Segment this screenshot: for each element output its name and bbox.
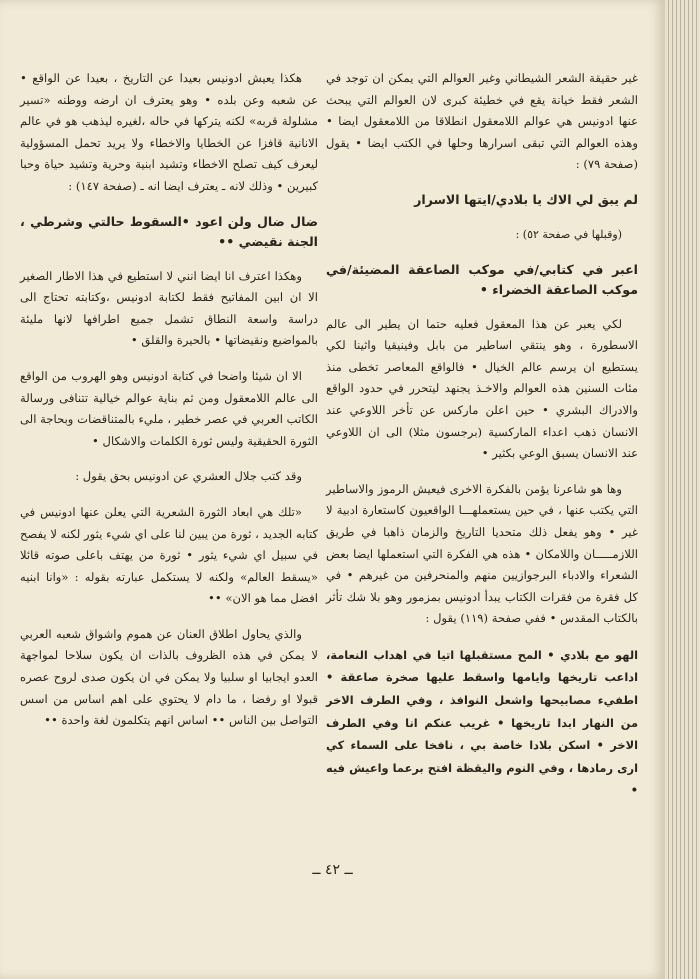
quote-paragraph: «تلك هي ابعاد الثورة الشعرية التي يعلن عنها ادونيس في كتابه الجديد ، ثورة من يبين لنا على اي شيء يثور لكنه لا يفصح في سبيل اي شيء يثور • ثورة من يهتف باعلى صوته قائلا «يسقط العالم» ولكنه لا يستكمل عبارته بقوله : «وانا ابنيه افضل مما هو الان» •• [20, 504, 318, 606]
paragraph: لكي يعبر عن هذا المعقول فعليه حتما ان يطير الى عالم الاسطورة ، وهو ينتقي اساطير من بابل وفينيقيا واثينا لكي يستطيع ان يرسم عالم الخيال • فالواقع المعاصر تخطى منذ مئات السنين هذه العوالم والاخـذ يجنهد ليتحرر في حدود الواقع والادراك البشري • حين اعلن ماركس عن تأخر اللاوعي عند الانسان ذهب اعداء الماركسية (برجسون مثلا) الى ان اللاوعي عند الانسان يسبق الوعي بكثير • [326, 316, 638, 461]
paragraph: وقد كتب جلال العشري عن ادونيس بحق يقول : [75, 469, 302, 484]
paragraph: غير حقيقة الشعر الشيطاني وغير العوالم التي يمكن ان توجد في الشعر فقط خيانة يقع في خطيئة كبرى لان العوالم التي يبحث عنها ادونيس هي عوالم اللامعقول انطلاقا من اللامعقول ايضا • وهذه العوالم التي تبقى اسرارها وحلها في الكتب ايضا • يقول (صفحة ٧٩) : [326, 71, 638, 172]
paragraph: وها هو شاعرنا يؤمن بالفكرة الاخرى فيعيش الرموز والاساطير التي يكتب عنها ، في حين يستعملهـــا الواقعيون كاستعارة ادبية لا غير • وهو يفعل ذلك متحديا التاريخ والزمان ذاهبا في طريق اللازمـــــان واللامكان • هذه هي الفكرة التي استعملها ايضا بعض الشعراء والادباء البرجوازيين منهم والمنحرفين من غيرهم • في كل فقرة من فقرات الكتاب يبدأ ادونيس بمزمور وهو بلا شك تأثر بالكتاب المقدس • ففي صفحة (١١٩) يقول : [326, 481, 638, 626]
poem-quote: الهو مع بلادي • المح مستقبلها اتيا في اهداب النعامة، اداعب تاريخها وايامها واسقط عليها صخرة صاعقة • اطفيء مصابيحها واشعل النوافذ ، وفي الطرف الاخر من النهار ابدا تاريخها • غريب عنكم انا وفي الطرف الاخر • اسكن بلادا خاصة بي ، نافخا على السماء كي ارى رمادها ، وفي النوم واليقظة افتح برعما واعيش فيه • [326, 647, 638, 798]
page-edge [665, 0, 700, 979]
quote-heading: لم يبق لي الاك يا بلادي/ايتها الاسرار [414, 191, 638, 207]
right-column [326, 68, 638, 816]
left-column [20, 68, 318, 746]
paragraph: والذي يحاول اطلاق العنان عن هموم واشواق شعبه العربي لا يمكن في هذه الظروف بالذات ان يكون سلاحا لمواجهة العدو ايجابيا او سلبيا ولا يمكن في ان يكون صدى لروح عصره قبولا او رفضا ، ما دام لا يحتوي على اهم اساس من اسس التواصل بين الناس •• اساس انهم يتكلمون لغة واحدة •• [20, 626, 318, 728]
quote-heading: اعبر في كتابي/في موكب الصاعقة المضيئة/في موكب الصاعقة الخضراء • [326, 261, 638, 297]
paragraph: الا ان شيئا واضحا في كتابة ادونيس وهو الهروب من الواقع الى عالم اللامعقول ومن ثم بناية عوالم خيالية تتنافى ورسالة الكاتب العربي في عصر خطير ، مليء بالمتناقضات وبحاجة الى الثورة الحقيقية وليس ثورة الكلمات والاشكال • [20, 368, 318, 448]
paragraph: وهكذا اعترف انا ايضا انني لا استطيع في هذا الاطار الصغير الا ان ابين المفاتيح فقط لكتابة ادونيس ،وكتابته تحتاج الى دراسة واسعة النطاق تشمل جميع اطرافها لانها مليئة بالمواضيع ونقيضاتها • بالحيرة والقلق • [20, 268, 318, 348]
page-number: ــ ٤٢ ــ [312, 862, 353, 878]
paragraph: هكذا يعيش ادونيس بعيدا عن التاريخ ، بعيدا عن الواقع • عن شعبه وعن بلده • وهو يعترف ان ارضه ووطنه «تسير مشلولة قربه» لكنه يتركها في حاله ،لغيره ليذهب هو في عالم الانانية قافزا عن الخطايا والاخطاء ولا يريد تحمل المسؤولية ليعرف كيف تصلح الاخطاء وتشيد ابنية وحرية وتشيد حياة وحبا كبيرين • وذلك لانه ـ يعترف ايضا انه ـ (صفحة ١٤٧) : [20, 71, 318, 193]
paragraph: (وقبلها في صفحة ٥٢) : [515, 227, 622, 241]
quote-heading: ضال ضال ولن اعود •السقوط حالتي وشرطي ، الجنة نقيضي •• [20, 213, 318, 249]
